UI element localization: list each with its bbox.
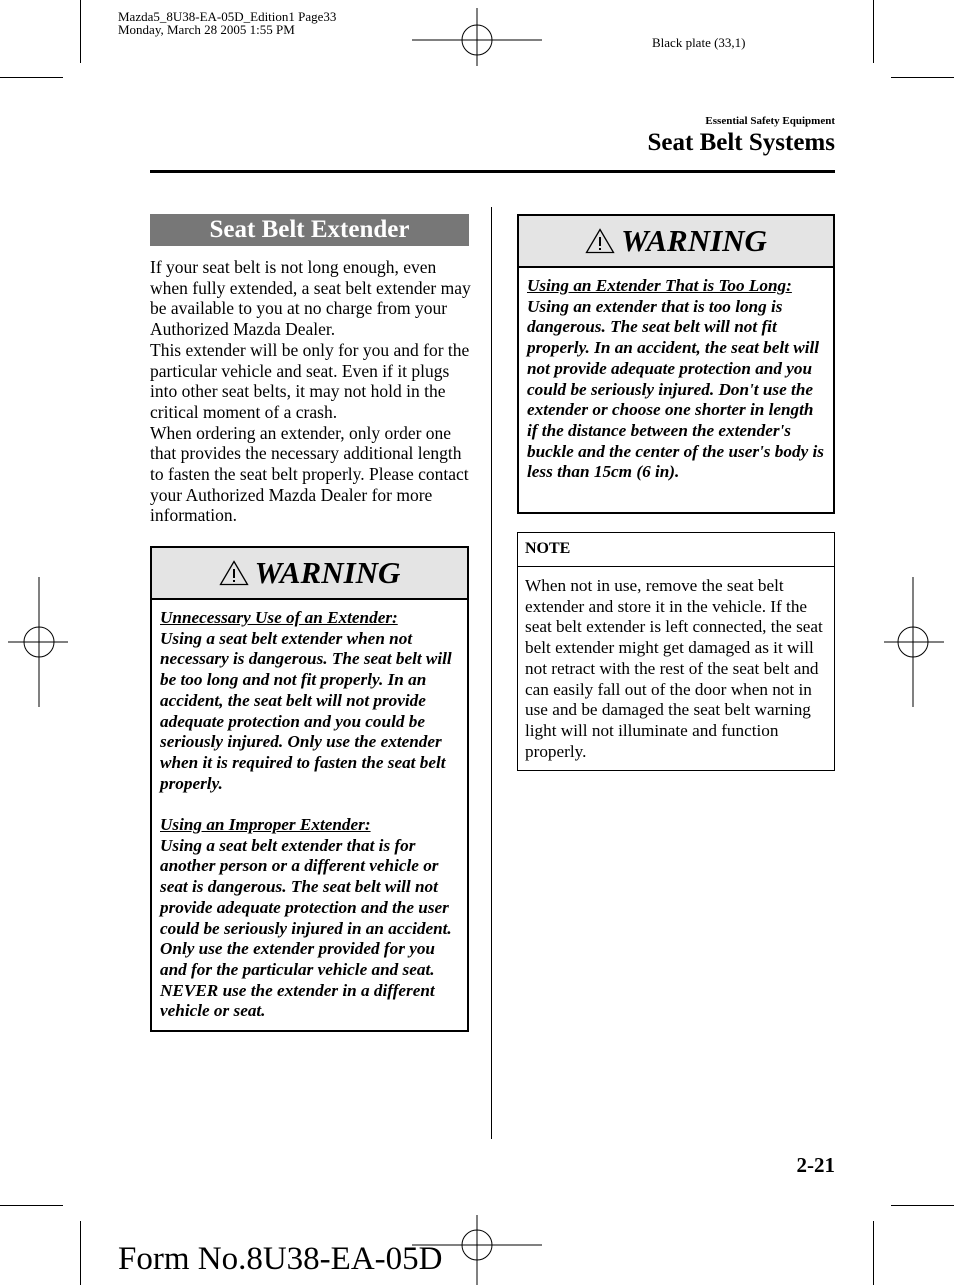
warning-body bbox=[152, 600, 467, 1022]
registration-mark-top bbox=[412, 8, 542, 68]
intro-text bbox=[150, 257, 472, 526]
warning-item-text: Using a seat belt extender that is for another person or a different vehicle or seat is dangerous. The seat belt will not provide adequate protection and the user could be seriously injured in an accident. Only use the extender provided for you and for the particular vehicle and seat. NEVER use the extender in a different vehicle or seat. bbox=[160, 835, 452, 1021]
warning-header bbox=[519, 216, 833, 268]
intro-paragraph: If your seat belt is not long enough, even when fully extended, a seat belt extender may be available to you at no charge from your Authorized Mazda Dealer. bbox=[150, 257, 471, 340]
crop-mark bbox=[80, 1221, 81, 1285]
warning-box bbox=[517, 214, 835, 514]
warning-item-text: Using an extender that is too long is dangerous. The seat belt will not fit properly. In an accident, the seat belt will not provide adequate protection and you could be seriously injured. Don't use the extender or choose one shorter in length if the distance between the extender's buckle and the center of the user's body is less than 15cm (6 in). bbox=[527, 296, 824, 482]
warning-title: WARNING bbox=[621, 223, 767, 258]
note-label: NOTE bbox=[518, 533, 834, 567]
page-title: Seat Belt Systems bbox=[647, 129, 835, 156]
crop-mark bbox=[0, 1205, 63, 1206]
warning-box bbox=[150, 546, 469, 1032]
crop-mark bbox=[80, 0, 81, 63]
crop-mark bbox=[0, 77, 63, 78]
registration-mark-right bbox=[884, 577, 944, 707]
warning-title: WARNING bbox=[254, 555, 401, 590]
crop-mark bbox=[873, 0, 874, 63]
warning-item-heading: Using an Extender That is Too Long: bbox=[527, 276, 792, 295]
column-divider bbox=[491, 207, 492, 1139]
crop-mark bbox=[873, 1221, 874, 1285]
crop-mark bbox=[891, 77, 954, 78]
intro-paragraph: This extender will be only for you and for the particular vehicle and seat. Even if it plugs into other seat belts, it may not hold in the critical moment of a crash. bbox=[150, 339, 470, 422]
section-label: Essential Safety Equipment bbox=[705, 115, 835, 127]
plate-label: Black plate (33,1) bbox=[652, 35, 746, 50]
warning-triangle-icon bbox=[585, 228, 615, 254]
title-rule bbox=[150, 170, 835, 173]
warning-triangle-icon bbox=[219, 560, 249, 586]
warning-header bbox=[152, 548, 467, 600]
section-heading: Seat Belt Extender bbox=[150, 214, 469, 246]
intro-paragraph: When ordering an extender, only order one that provides the necessary additional length to fasten the seat belt properly. Please contact your Authorized Mazda Dealer for more information. bbox=[150, 422, 469, 526]
warning-item-heading: Unnecessary Use of an Extender: bbox=[160, 608, 398, 627]
print-date-line: Monday, March 28 2005 1:55 PM bbox=[118, 22, 295, 37]
page-number: 2-21 bbox=[796, 1153, 835, 1177]
form-number: Form No.8U38-EA-05D bbox=[118, 1241, 443, 1277]
registration-mark-left bbox=[8, 577, 68, 707]
print-job-line: Mazda5_8U38-EA-05D_Edition1 Page33 bbox=[118, 9, 337, 24]
warning-item-heading: Using an Improper Extender: bbox=[160, 815, 371, 835]
warning-body bbox=[519, 268, 833, 483]
crop-mark bbox=[891, 1205, 954, 1206]
warning-item-text: Using a seat belt extender when not necessary is dangerous. The seat belt will be too long and not fit properly. In an accident, the seat belt will not provide adequate protection and you could be seriously injured. Only use the extender when it is required to fasten the seat belt properly. bbox=[160, 628, 452, 793]
note-text: When not in use, remove the seat belt extender and store it in the vehicle. If the seat belt extender is left connected, the seat belt extender might get damaged as it will not retract with the rest of the seat belt and can easily fall out of the door when not in use and be damaged the seat belt warning light will not illuminate and function properly. bbox=[525, 576, 823, 761]
note-box bbox=[517, 532, 835, 771]
